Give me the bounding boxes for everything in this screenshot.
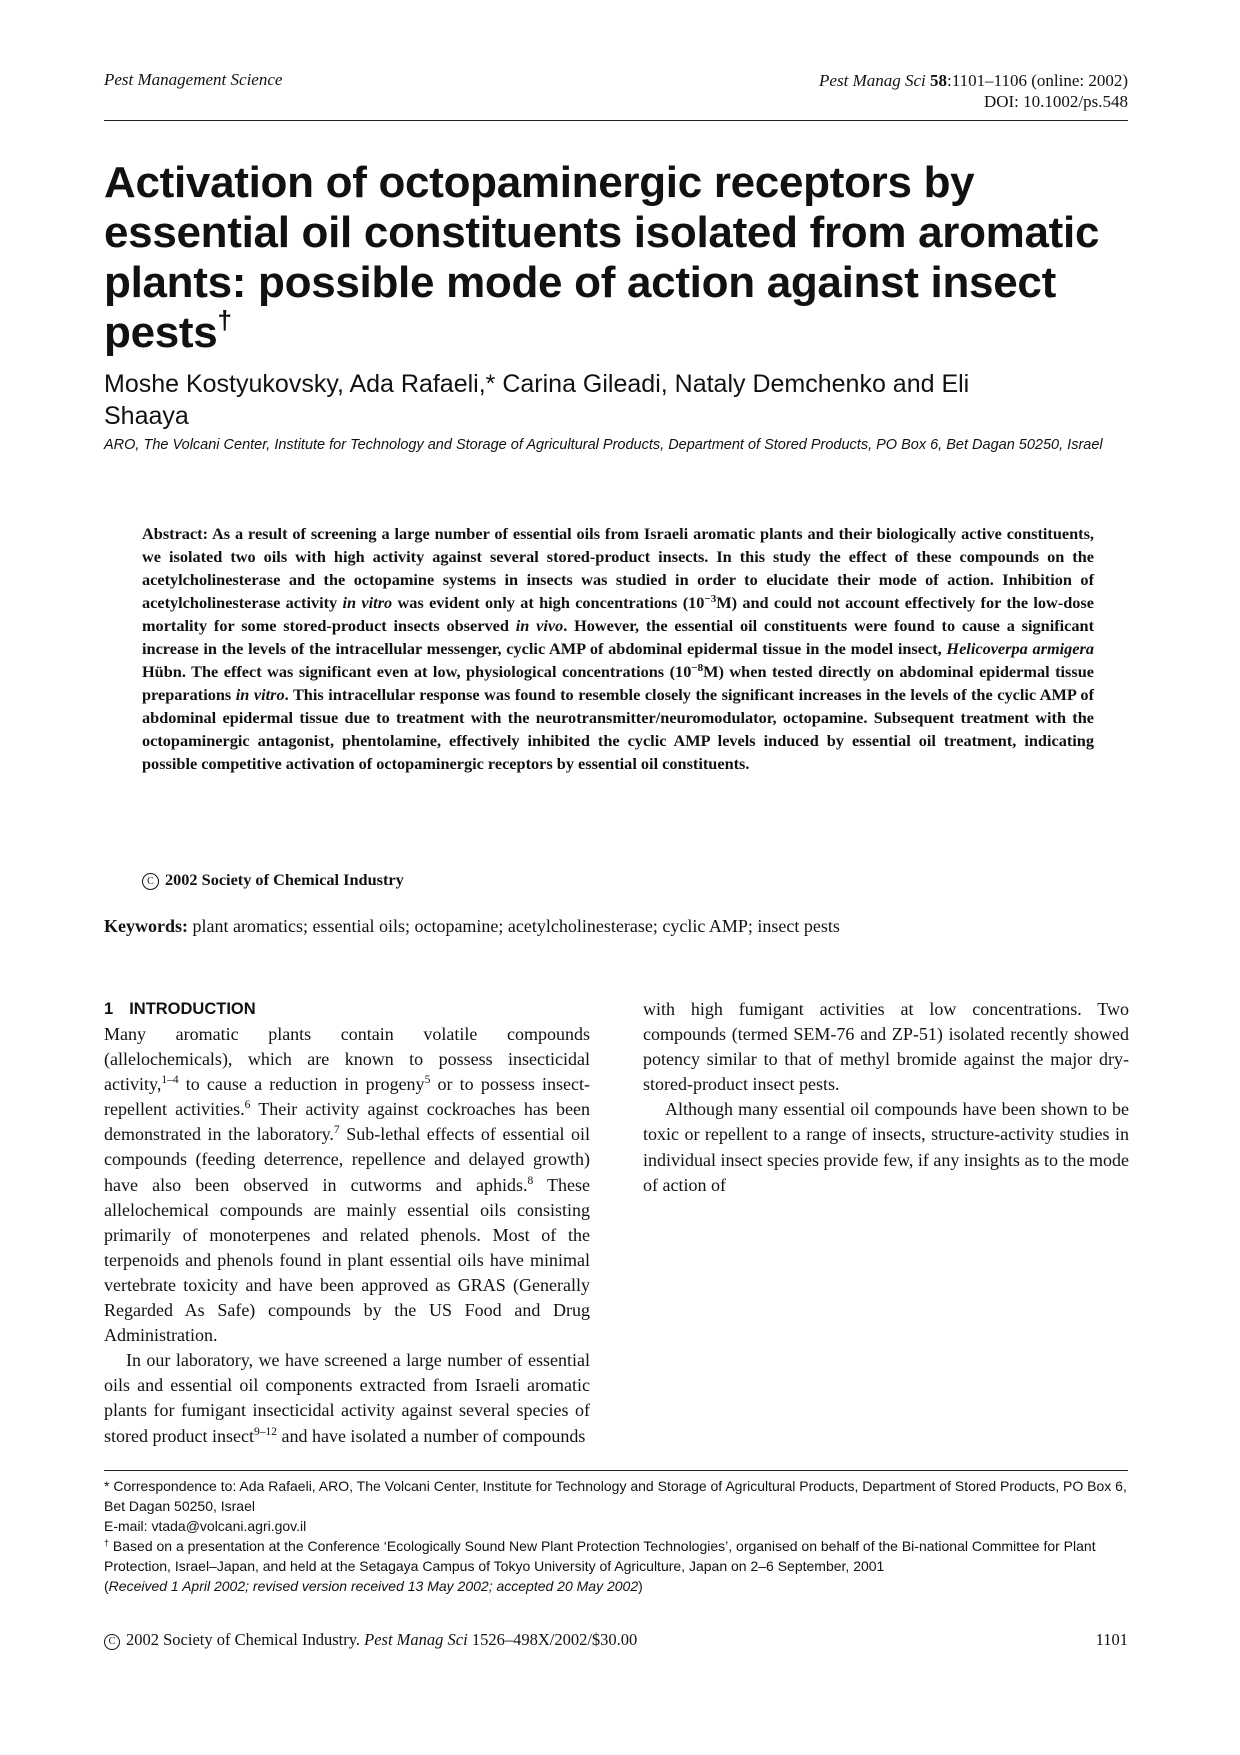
abstract-label: Abstract: — [142, 524, 209, 543]
citation-block — [819, 70, 1128, 112]
reference-marker: 7 — [333, 1124, 340, 1137]
paragraph — [104, 1348, 590, 1448]
paragraph — [104, 1022, 590, 1348]
abstract-unit: M — [716, 593, 732, 612]
paragraph-text: and have isolated a number of compounds — [276, 1425, 586, 1446]
abstract-italic: in vivo — [515, 616, 564, 635]
abstract-text: ) and could not account effectively for the low-dose mortality for some stored-product insects observed — [142, 593, 1094, 635]
abstract-text: ) when tested directly on abdominal epidermal tissue preparations — [142, 662, 1094, 704]
copyright-icon: C — [142, 873, 159, 890]
reference-marker: 8 — [527, 1174, 534, 1187]
paragraph-text: to cause a reduction in progeny — [178, 1074, 425, 1095]
citation-volume: 58 — [930, 71, 947, 90]
presentation-note — [104, 1536, 1128, 1576]
abstract-italic: in vitro — [235, 685, 285, 704]
presentation-note-text: Based on a presentation at the Conference ‘Ecologically Sound New Plant Protection Technologies’, organised on behalf of the Bi-national Committee for Plant Protection, Israel–Japan, and held at the Setagaya Campus of Tokyo University of Agriculture, Japan on 2–6 September, 2001 — [104, 1538, 1096, 1574]
paragraph-text: Sub-lethal effects of essential oil compounds (feeding deterrence, repellence and delayed growth) have also been observed in cutworms and aphids. — [104, 1124, 590, 1195]
keywords-label: Keywords: — [104, 916, 188, 936]
reference-marker: 5 — [424, 1074, 431, 1087]
paragraph — [643, 997, 1129, 1097]
footer-copyright-text: 2002 Society of Chemical Industry. — [126, 1630, 365, 1649]
paragraph-text: or to possess insect-repellent activities. — [104, 1074, 591, 1120]
title-text: Activation of octopaminergic receptors by essential oil constituents isolated from aromatic plants: possible mode of action against insect pests — [104, 158, 1100, 357]
abstract-text: . This intracellular response was found to resemble closely the significant increases in the levels of the cyclic AMP of abdominal epidermal tissue due to treatment with the neurotransmitter/neuromodulator, octopamine. Subsequent treatment with the octopaminergic antagonist, phentolamine, effectively inhibited the cyclic AMP levels induced by essential oil treatment, indicating possible competitive activation of octopaminergic receptors by essential oil constituents. — [142, 685, 1094, 773]
keywords-text: plant aromatics; essential oils; octopamine; acetylcholinesterase; cyclic AMP; insect pests — [188, 916, 840, 936]
paragraph-text: Many aromatic plants contain volatile compounds (allelochemicals), which are known to possess insecticidal activity, — [104, 1024, 590, 1095]
header-divider — [104, 120, 1128, 121]
abstract-text: . However, the essential oil constituents were found to cause a significant increase in the levels of the intracellular messenger, cyclic AMP of abdominal epidermal tissue in the model insect, — [142, 616, 1095, 658]
citation-pages: :1101–1106 (online: 2002) — [947, 71, 1128, 90]
received-dates-text: Received 1 April 2002; revised version received 13 May 2002; accepted 20 May 2002 — [108, 1578, 639, 1594]
author-list: Moshe Kostyukovsky, Ada Rafaeli,* Carina Gileadi, Nataly Demchenko and Eli Shaaya — [104, 370, 970, 430]
abstract-text: As a result of screening a large number of essential oils from Israeli aromatic plants and their biologically active constituents, we isolated two oils with high activity against several stored-product insects. In this study the effect of these compounds on the acetylcholinesterase and the octopamine systems in insects was studied in order to elucidate their mode of action. Inhibition of acetylcholinesterase activity — [142, 524, 1094, 612]
abstract — [142, 522, 1094, 775]
correspondence-note: * Correspondence to: Ada Rafaeli, ARO, The Volcani Center, Institute for Technology and Storage of Agricultural Products, Department of Stored Products, PO Box 6, Bet Dagan 50250, Israel — [104, 1478, 1127, 1514]
footnote-divider — [104, 1470, 1128, 1471]
footnotes — [104, 1476, 1128, 1596]
abstract-copyright-text: 2002 Society of Chemical Industry — [165, 870, 404, 889]
footer-journal: Pest Manag Sci — [364, 1630, 468, 1649]
abstract-unit: M — [703, 662, 719, 681]
page-number: 1101 — [1095, 1630, 1128, 1649]
received-dates: (Received 1 April 2002; revised version received 13 May 2002; accepted 20 May 2002) — [104, 1578, 643, 1594]
journal-name: Pest Management Science — [104, 70, 283, 89]
paragraph-text: In our laboratory, we have screened a large number of essential oils and essential oil components extracted from Israeli aromatic plants for fumigant insecticidal activity against several species of stored product insect — [104, 1350, 590, 1446]
section-heading — [104, 1000, 256, 1019]
footer-issn: 1526–498X/2002/$30.00 — [467, 1630, 638, 1649]
section-title: INTRODUCTION — [129, 1000, 256, 1018]
abstract-copyright — [142, 870, 404, 890]
abstract-exponent: −3 — [704, 593, 717, 605]
paragraph: Although many essential oil compounds have been shown to be toxic or repellent to a range of insects, structure-activity studies in individual insect species provide few, if any insights as to the mode of action of — [643, 1099, 1129, 1195]
footer-copyright — [104, 1630, 637, 1650]
email-note: E-mail: vtada@volcani.agri.gov.il — [104, 1518, 307, 1534]
abstract-species: Helicoverpa armigera — [946, 639, 1094, 658]
citation-line — [819, 70, 1128, 91]
abstract-text: Hübn. The effect was significant even at low, physiological concentrations (10 — [142, 662, 692, 681]
left-column — [104, 1022, 590, 1449]
reference-marker: 1–4 — [161, 1074, 179, 1087]
paragraph-text: These allelochemical compounds are mainly essential oils consisting primarily of monoterpenes and related phenols. Most of the terpenoids and phenols found in plant essential oils have minimal vertebrate toxicity and have been approved as GRAS (Generally Regarded As Safe) compounds by the US Food and Drug Administration. — [104, 1174, 591, 1346]
reference-marker: 9–12 — [253, 1425, 277, 1438]
reference-marker: 6 — [244, 1099, 251, 1112]
citation-journal: Pest Manag Sci — [819, 71, 926, 90]
paragraph-text: Their activity against cockroaches has been demonstrated in the laboratory. — [104, 1099, 590, 1145]
section-number: 1 — [104, 1000, 114, 1018]
keywords — [104, 916, 840, 937]
dagger-mark: † — [104, 1538, 110, 1548]
abstract-italic: in vitro — [342, 593, 393, 612]
abstract-exponent: −8 — [691, 662, 704, 674]
title-dagger-mark: † — [217, 305, 232, 335]
right-column — [643, 997, 1129, 1198]
affiliation: ARO, The Volcani Center, Institute for Technology and Storage of Agricultural Products, Department of Stored Products, PO Box 6, Bet Dagan 50250, Israel — [104, 437, 1103, 453]
abstract-text: was evident only at high concentrations (10 — [392, 593, 705, 612]
paragraph-text: with high fumigant activities at low concentrations. Two compounds (termed SEM-76 and ZP-51) isolated recently showed potency similar to that of methyl bromide against the major dry-stored-product insect pests. — [643, 999, 1129, 1095]
doi: DOI: 10.1002/ps.548 — [983, 92, 1128, 111]
article-title — [104, 158, 1134, 358]
copyright-icon: C — [104, 1634, 120, 1650]
